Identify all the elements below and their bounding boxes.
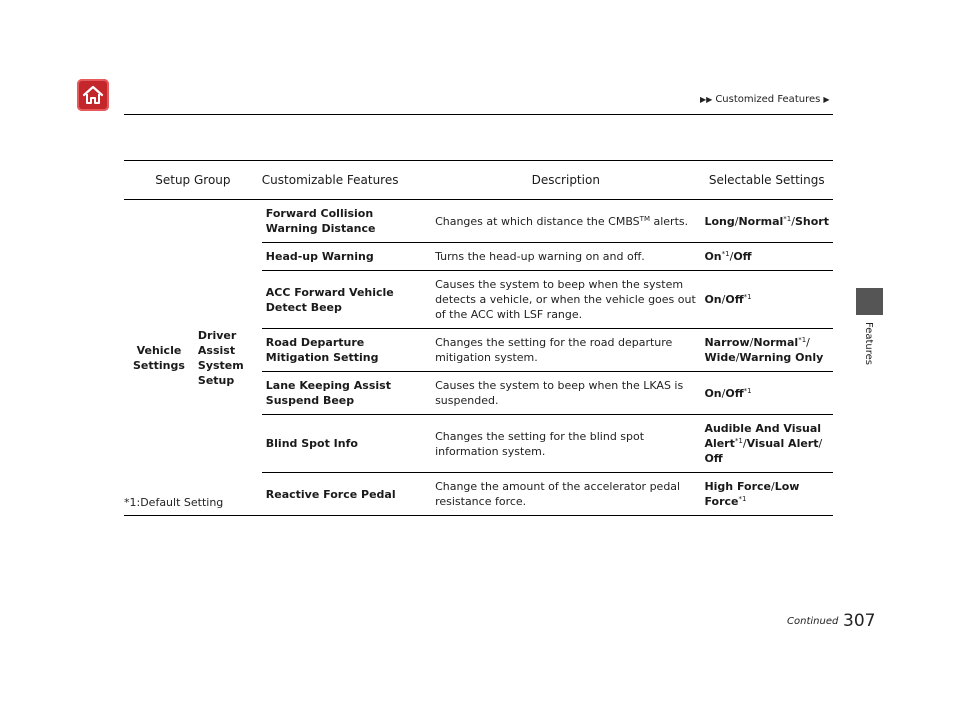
feature-name: Road Departure Mitigation Setting: [262, 329, 431, 372]
header-setup-group: Setup Group: [124, 161, 262, 200]
breadcrumb[interactable]: [700, 94, 829, 105]
section-tab[interactable]: [856, 288, 883, 315]
feature-name: Head-up Warning: [262, 243, 431, 271]
feature-description: Turns the head-up warning on and off.: [431, 243, 700, 271]
header-divider: [124, 114, 833, 115]
header-customizable-features: Customizable Features: [262, 161, 431, 200]
feature-settings: High Force/Low Force$^{*1}$: [700, 473, 833, 516]
feature-settings: On/Off$^{*1}$: [700, 271, 833, 329]
feature-settings: On$^{*1}$/Off: [700, 243, 833, 271]
feature-description: Changes the setting for the road departure mitigation system.: [431, 329, 700, 372]
feature-name: ACC Forward Vehicle Detect Beep: [262, 271, 431, 329]
feature-name: Lane Keeping Assist Suspend Beep: [262, 372, 431, 415]
feature-settings: Narrow/Normal$^{*1}$/ Wide/Warning Only: [700, 329, 833, 372]
feature-description: Causes the system to beep when the LKAS is suspended.: [431, 372, 700, 415]
breadcrumb-arrow-icon: ▶▶: [700, 95, 713, 104]
footnote-default-setting: *1:Default Setting: [124, 496, 224, 509]
feature-name: Blind Spot Info: [262, 415, 431, 473]
breadcrumb-arrow-icon: ▶: [823, 95, 830, 104]
feature-description: Causes the system to beep when the system detects a vehicle, or when the vehicle goes out of the ACC with LSF range.: [431, 271, 700, 329]
feature-description: Changes at which distance the CMBS™ alerts.: [431, 200, 700, 243]
feature-settings: On/Off$^{*1}$: [700, 372, 833, 415]
home-button[interactable]: [77, 79, 109, 111]
feature-name: Forward Collision Warning Distance: [262, 200, 431, 243]
feature-description: Change the amount of the accelerator pedal resistance force.: [431, 473, 700, 516]
page-number: 307: [843, 611, 876, 631]
customized-features-table: [124, 160, 833, 516]
section-tab-label: Features: [863, 322, 874, 365]
header-selectable-settings: Selectable Settings: [700, 161, 833, 200]
continued-label: Continued: [787, 616, 839, 627]
header-description: Description: [431, 161, 700, 200]
group-vehicle-settings: Vehicle Settings: [124, 200, 194, 516]
breadcrumb-label: Customized Features: [715, 94, 821, 105]
home-icon: [81, 83, 105, 107]
feature-description: Changes the setting for the blind spot information system.: [431, 415, 700, 473]
subgroup-driver-assist: Driver Assist System Setup: [194, 200, 262, 516]
feature-settings: Long/Normal$^{*1}$/Short: [700, 200, 833, 243]
feature-name: Reactive Force Pedal: [262, 473, 431, 516]
feature-settings: Audible And Visual Alert$^{*1}$/Visual Alert/ Off: [700, 415, 833, 473]
table-header-row: [124, 161, 833, 200]
table-row: [124, 200, 833, 243]
